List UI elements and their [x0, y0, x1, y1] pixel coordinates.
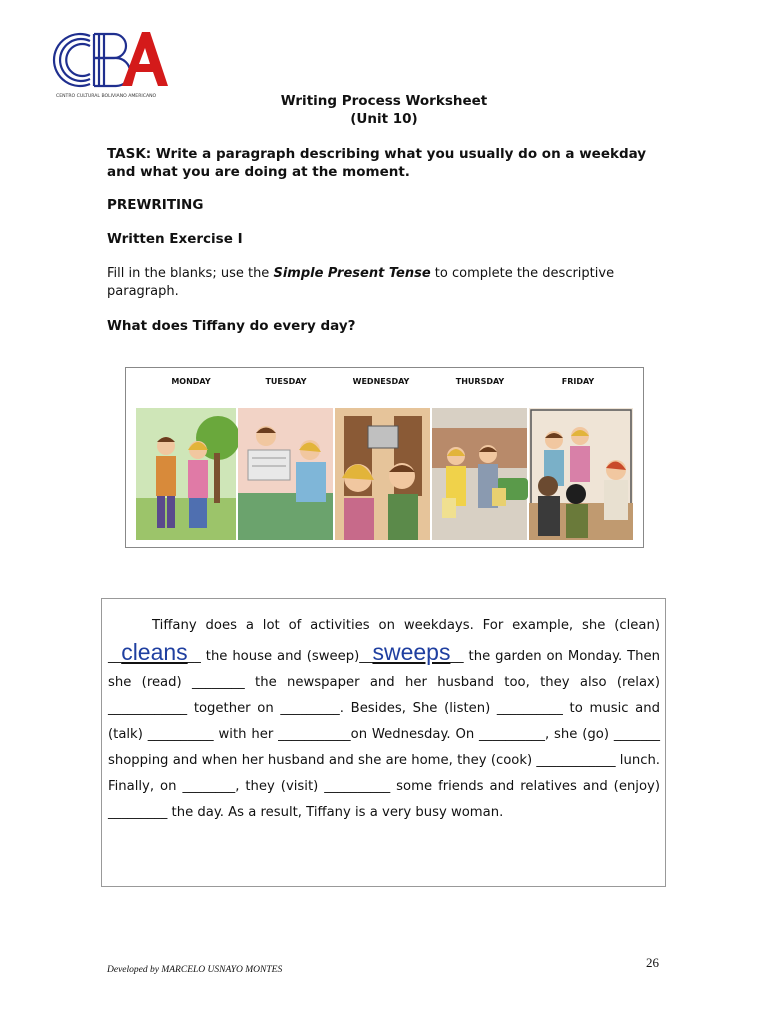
- weekday-illustration: [125, 367, 644, 548]
- worksheet-title: Writing Process Worksheet: [280, 93, 488, 109]
- day-label-monday: MONDAY: [171, 377, 211, 386]
- day-label-thursday: THURSDAY: [455, 377, 505, 386]
- question-heading: What does Tiffany do every day?: [107, 318, 356, 334]
- footer-credit: Developed by MARCELO USNAYO MONTES: [107, 965, 283, 975]
- day-label-wednesday: WEDNESDAY: [352, 377, 410, 386]
- activity-panels: [136, 408, 633, 540]
- day-label-tuesday: TUESDAY: [265, 377, 307, 386]
- fill-in-paragraph: Tiffany does a lot of activities on weekdays. For example, she (clean) __cleans__ the house and (sweep)__sweeps__ the garden on Monday. Then she (read) ________ the newspaper and her husband too, they also (relax) ____________ together on _________. Besides, She (listen) __________ to music and (talk) __________ with her ___________on Wednesday. On __________, she (go) _______ shopping and when her husband and she are home, they (cook) ____________ lunch. Finally, on ________, they (visit) __________ some friends and relatives and (enjoy) _________ the day. As a result, Tiffany is a very busy woman.: [108, 618, 660, 820]
- answer-sweeps[interactable]: sweeps: [372, 639, 451, 665]
- answer-cleans[interactable]: cleans: [121, 639, 188, 665]
- instruction-text: Fill in the blanks; use the Simple Present Tense to complete the descriptive paragraph.: [107, 266, 615, 299]
- day-label-friday: FRIDAY: [561, 377, 595, 386]
- unit-label: (Unit 10): [350, 111, 418, 127]
- page-number: 26: [646, 955, 659, 970]
- prewriting-heading: PREWRITING: [107, 197, 204, 213]
- task-text: TASK: Write a paragraph describing what you usually do on a weekday and what you are doing at the moment.: [107, 146, 647, 180]
- logo-subtitle: CENTRO CULTURAL BOLIVIANO AMERICANO: [56, 94, 157, 99]
- paragraph-box: [101, 598, 666, 887]
- cba-logo: [50, 24, 170, 102]
- exercise-heading: Written Exercise I: [107, 231, 243, 247]
